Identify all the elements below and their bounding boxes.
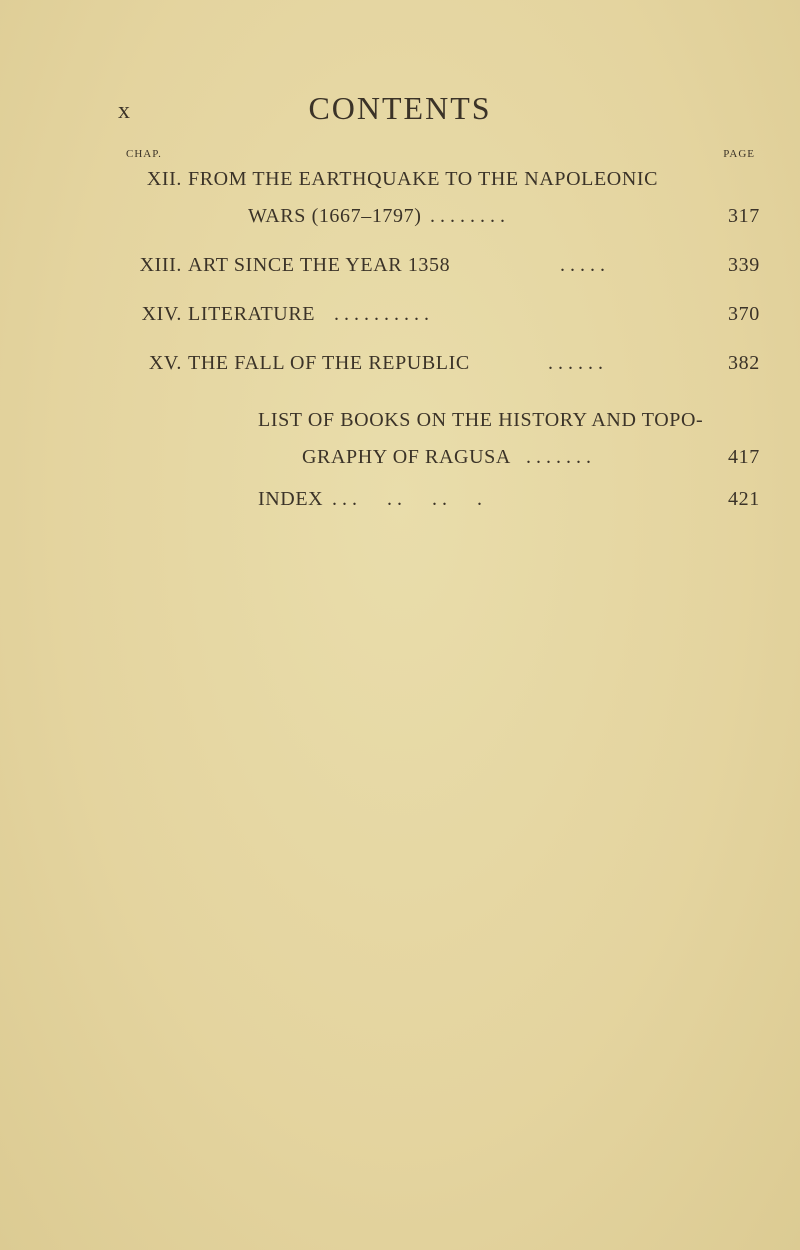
leader-dots: . . . . . . [548, 352, 603, 374]
page-number: 317 [728, 205, 760, 227]
page-header [0, 88, 800, 128]
leader-dots: . . . . . [560, 254, 605, 276]
leader-dots: . . . . . . . . . . [334, 303, 429, 325]
page-column-label: PAGE [723, 148, 755, 160]
page-folio: x [118, 98, 131, 124]
page-number: 382 [728, 352, 760, 374]
section-title: INDEX [258, 488, 324, 510]
leader-dots: . . . . . . . . [430, 205, 505, 227]
chapter-column-label: CHAP. [126, 148, 162, 160]
chapter-number: XIII. [139, 254, 182, 276]
chapter-title-continued: WARS (1667–1797) [248, 205, 422, 227]
page-number: 339 [728, 254, 760, 276]
leader-dots: . . . . . . . [526, 446, 591, 468]
chapter-number: XIV. [141, 303, 182, 325]
page-number: 370 [728, 303, 760, 325]
page-number: 421 [728, 488, 760, 510]
chapter-title: FROM THE EARTHQUAKE TO THE NAPOLEONIC [188, 168, 659, 190]
column-labels [0, 148, 800, 164]
page-number: 417 [728, 446, 760, 468]
chapter-number: XII. [146, 168, 182, 190]
leader-dots: . . . . . . . . [332, 488, 482, 510]
chapter-title: THE FALL OF THE REPUBLIC [188, 352, 470, 374]
section-title: LIST OF BOOKS ON THE HISTORY AND TOPO- [258, 409, 704, 431]
section-title-continued: GRAPHY OF RAGUSA [302, 446, 511, 468]
chapter-number: XV. [148, 352, 182, 374]
chapter-title: LITERATURE [188, 303, 316, 325]
page-title: CONTENTS [308, 90, 492, 126]
chapter-title: ART SINCE THE YEAR 1358 [188, 254, 451, 276]
